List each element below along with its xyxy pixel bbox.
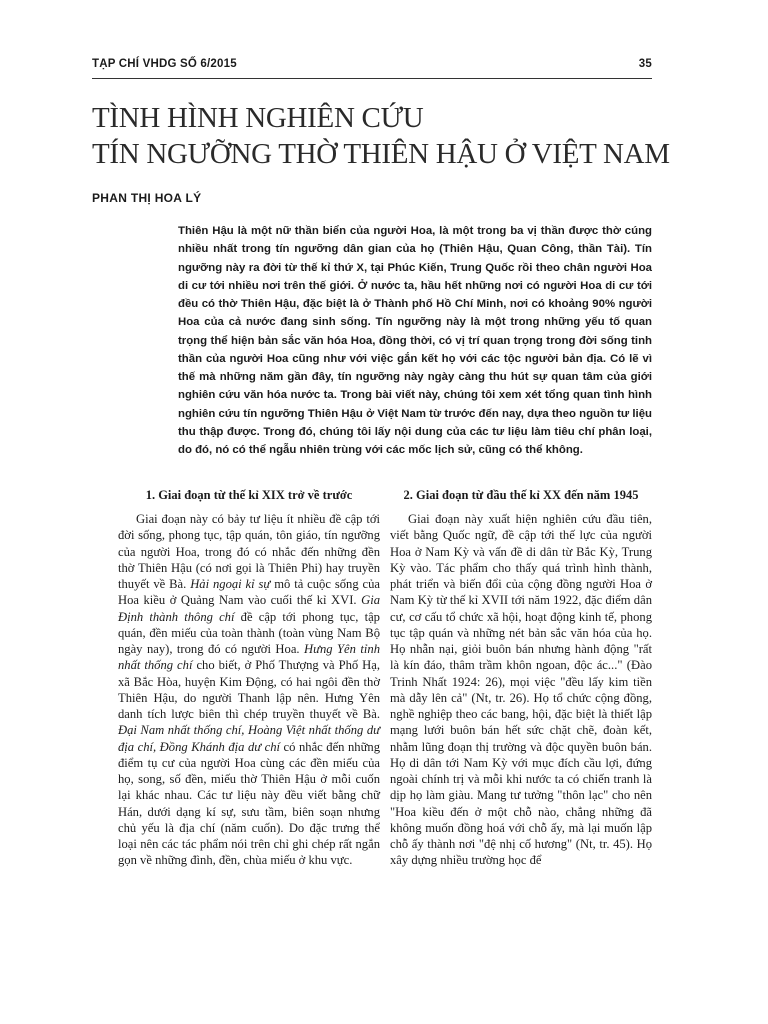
- section-2-heading: 2. Giai đoạn từ đầu thế kỉ XX đến năm 1945: [403, 488, 639, 502]
- work-title: Hưng Yên tỉnh nhất thống chí: [118, 642, 380, 673]
- column-left: [118, 488, 380, 869]
- work-title: Đại Nam nhất thống chí, Hoàng Việt nhất thống dư địa chí, Đồng Khánh địa dư chí: [118, 723, 380, 754]
- article-title-line-2: TÍN NGƯỠNG THỜ THIÊN HẬU Ở VIỆT NAM: [92, 138, 670, 170]
- section-2-body: Giai đoạn này xuất hiện nghiên cứu đầu tiên, viết bằng Quốc ngữ, đề cập tới thế lực của người Hoa ở Nam Kỳ và vấn đề di dân từ Bắc Kỳ, Trung Kỳ vào. Tác phẩm cho thấy quá trình hình thành, phát triển và biến đổi của cộng đồng người Hoa ở Nam Kỳ từ thế kỉ XVII tới năm 1922, đặc điểm dân cư, cơ cấu tổ chức xã hội, hoạt động kinh tế, phong tục tập quán và những nét bản sắc văn hóa của họ. Họ nhẫn nại, giỏi buôn bán nhưng hành động "rất là kín đáo, thâm trầm khôn ngoan, độc ác..." (Đào Trinh Nhất 1924: 26), mọi việc "đều lấy kim tiền mà dẫy lên cả" (Nt, tr. 26). Họ tổ chức cộng đồng, nghề nghiệp theo các bang, hội, đặc biệt là thiết lập mạng lưới buôn bán hết sức chặt chẽ, đoàn kết, nhằm lũng đoạn thị trường và độc quyền buôn bán. Họ di dân tới Nam Kỳ với mục đích cầu lợi, đứng ngoài chính trị và mỗi khi nước ta có chiến tranh là dịp họ làm giàu. Mang tư tưởng "thôn lạc" cho nên "Hoa kiều đến ở một chỗ nào, chẳng những đã không muốn đồng hoá với chỗ ấy, mà lại muốn lập chỗ ấy thành nơi "đệ nhị cố hương" (Nt, tr. 45). Họ xây dựng nhiều trường học để: [390, 512, 652, 868]
- section-1-body: Giai đoạn này có bảy tư liệu ít nhiều đề cập tới đời sống, phong tục, tập quán, tôn giáo, tín ngưỡng của người Hoa, trong đó có nhắc đến những đền thờ Thiên Hậu (có nơi gọi là Thiên Phi) hay truyền thuyết về Bà. Hải ngoại kỉ sự mô tả cuộc sống của Hoa kiều ở Quảng Nam vào cuối thế kỉ XVI. Gia Định thành thông chí đề cập tới phong tục, tập quán, đền miếu của toàn thành (toàn vùng Nam Bộ ngày nay), trong đó có người Hoa. Hưng Yên tỉnh nhất thống chí cho biết, ở Phố Thượng và Phố Hạ, xã Bắc Hòa, huyện Kim Động, có hai ngôi đền thờ Thiên Hậu, do người Thanh lập nên. Hưng Yên danh tích lược biên thì chép truyền thuyết về Bà. Đại Nam nhất thống chí, Hoàng Việt nhất thống dư địa chí, Đồng Khánh địa dư chí có nhắc đến những điểm tụ cư của người Hoa cùng các đền miếu của họ, song, số đền, miếu thờ Thiên Hậu ở mỗi cuốn lại khác nhau. Các tư liệu này đều viết bằng chữ Hán, dưới dạng kí sự, sưu tầm, biên soạn nhưng chủ yếu là địa chí (năm cuốn). Do đặc trưng thể loại nên các tác phẩm nói trên chỉ ghi chép rất ngắn gọn về những đình, đền, chùa miếu ở khu vực.: [118, 512, 381, 868]
- column-right: [390, 488, 652, 869]
- work-title: Gia Định thành thông chí: [118, 593, 380, 624]
- article-title: [92, 100, 692, 172]
- running-header: [92, 58, 652, 70]
- article-title-line-1: TÌNH HÌNH NGHIÊN CỨU: [92, 102, 424, 134]
- page-number: 35: [638, 58, 652, 70]
- journal-name: TẠP CHÍ VHDG SỐ 6/2015: [92, 58, 237, 70]
- section-1-heading: 1. Giai đoạn từ thế kỉ XIX trở về trước: [145, 488, 353, 502]
- work-title: Hải ngoại kỉ sự: [190, 577, 271, 591]
- author-name: PHAN THỊ HOA LÝ: [92, 191, 202, 205]
- abstract: Thiên Hậu là một nữ thần biển của người Hoa, là một trong ba vị thần được thờ cúng nhiều nhất trong tín ngưỡng dân gian của họ (Thiên Hậu, Quan Công, thần Tài). Tín ngưỡng này ra đời từ thế kỉ thứ X, tại Phúc Kiến, Trung Quốc rồi theo chân người Hoa di cư tới nhiều nơi trên thế giới. Ở nước ta, hầu hết những nơi có người Hoa di cư tới đều có thờ Thiên Hậu, đặc biệt là ở Thành phố Hồ Chí Minh, nơi có khoảng 90% người Hoa của cả nước đang sinh sống. Tín ngưỡng này là một trong những yếu tố quan trọng thể hiện bản sắc văn hóa Hoa, đồng thời, có vị trí quan trọng trong đời sống tinh thần của người Hoa cũng như với việc gắn kết họ với các tộc người bản địa. Có lẽ vì thế mà những năm gần đây, tín ngưỡng này ngày càng thu hút sự quan tâm của giới nghiên cứu văn hóa nước ta. Trong bài viết này, chúng tôi xem xét tổng quan tình hình nghiên cứu tín ngưỡng Thiên Hậu ở Việt Nam từ trước đến nay, dựa theo nguồn tư liệu thu thập được. Trong đó, chúng tôi lấy nội dung của các tư liệu làm tiêu chí phân loại, do đó, nó có thể ngẫu nhiên trùng với các mốc lịch sử, cũng có thể không.: [178, 225, 652, 456]
- header-rule: [92, 78, 652, 79]
